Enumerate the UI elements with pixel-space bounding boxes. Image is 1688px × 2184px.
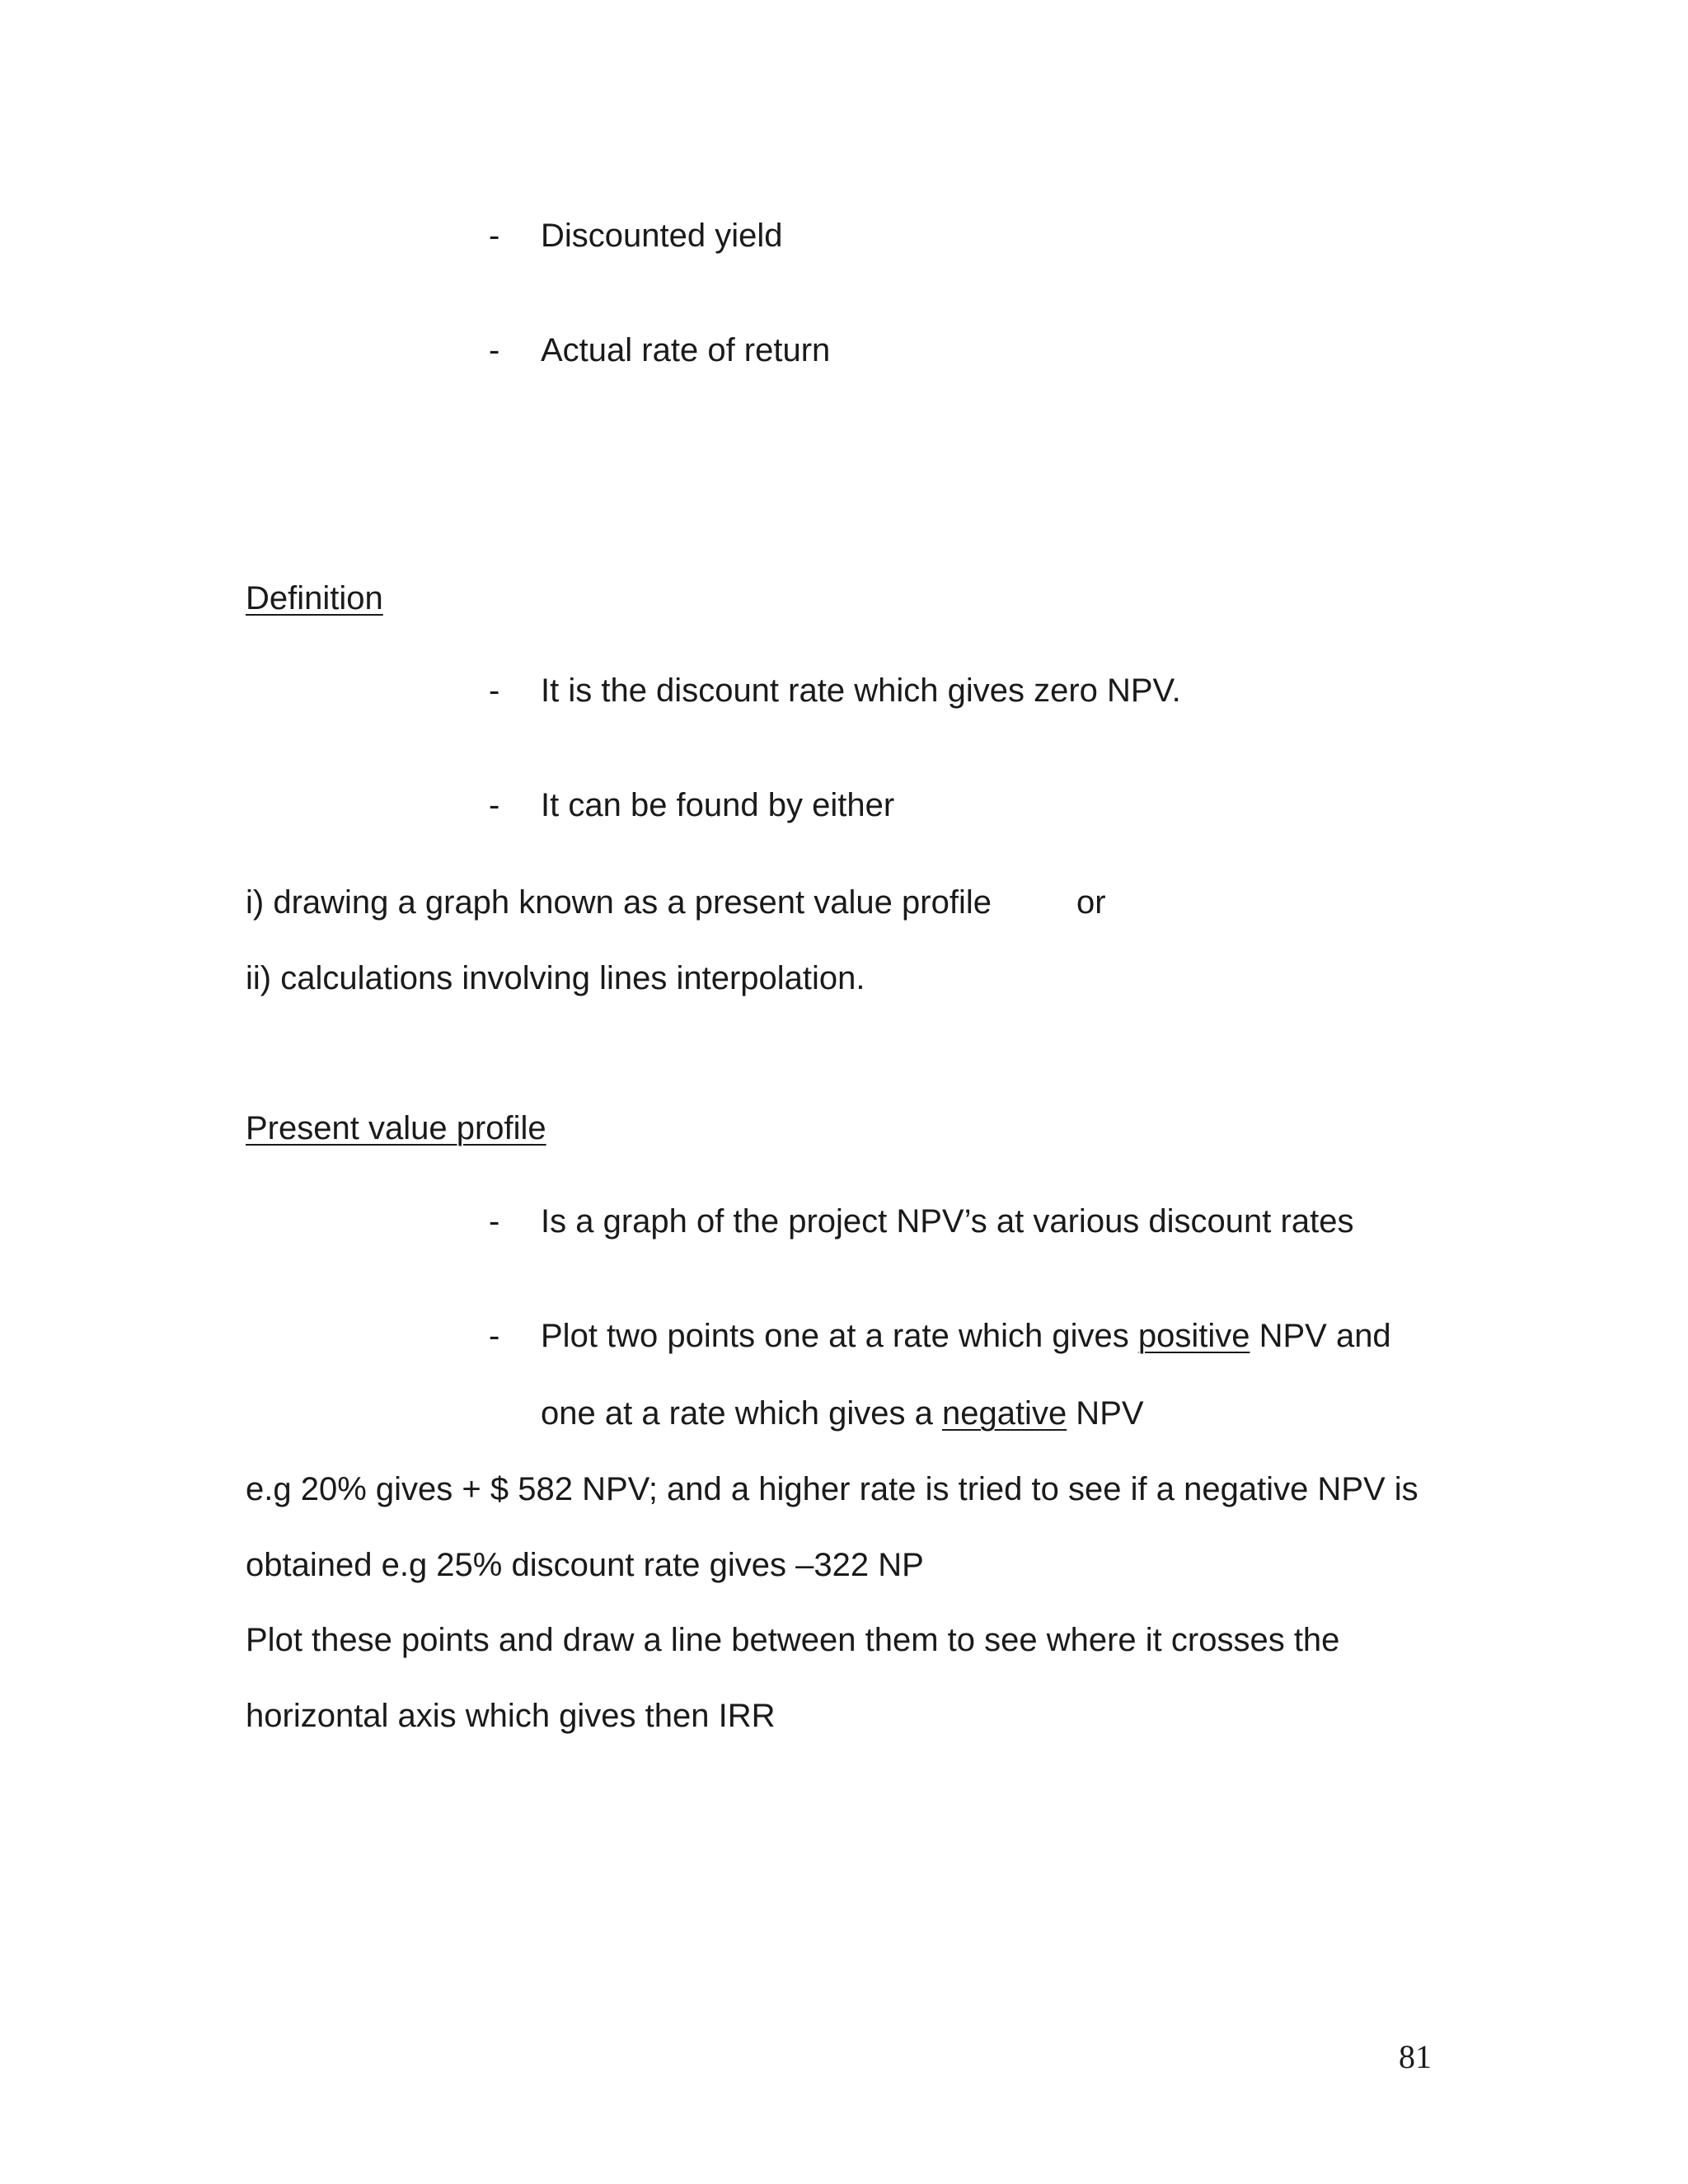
bullet-zero-npv: It is the discount rate which gives zero NPV.: [541, 673, 1181, 709]
page-number: 81: [1399, 2038, 1432, 2075]
profile-heading: Present value profile: [246, 1110, 546, 1146]
option-i-text: i) drawing a graph known as a present value profile: [246, 884, 992, 921]
text-segment: NPV and: [1250, 1318, 1391, 1354]
positive-emphasis: positive: [1137, 1318, 1250, 1354]
text-segment: Plot two points one at a rate which gives: [541, 1318, 1138, 1354]
bullet-discounted-yield: Discounted yield: [541, 218, 783, 254]
bullet-plot-two-points-continued: [541, 1397, 1144, 1430]
option-or-text: or: [1076, 884, 1106, 921]
option-ii-text: ii) calculations involving lines interpolation.: [246, 960, 865, 996]
bullet-graph-of-npv: Is a graph of the project NPV’s at various discount rates: [541, 1203, 1354, 1240]
bullet-plot-two-points: [541, 1319, 1391, 1352]
bullet-dash: -: [489, 332, 500, 368]
bullet-dash: -: [489, 218, 500, 254]
paragraph-line: e.g 20% gives + $ 582 NPV; and a higher rate is tried to see if a negative NPV is: [246, 1471, 1418, 1507]
text-segment: one at a rate which gives a: [541, 1395, 942, 1432]
definition-heading: Definition: [246, 580, 383, 616]
bullet-dash: -: [489, 1318, 500, 1354]
negative-emphasis: negative: [941, 1395, 1067, 1432]
bullet-actual-rate-of-return: Actual rate of return: [541, 332, 831, 368]
bullet-dash: -: [489, 1203, 500, 1240]
paragraph-line: Plot these points and draw a line between them to see where it crosses the: [246, 1622, 1340, 1658]
bullet-found-by-either: It can be found by either: [541, 787, 895, 823]
bullet-dash: -: [489, 673, 500, 709]
paragraph-line: obtained e.g 25% discount rate gives –322 NP: [246, 1547, 924, 1583]
bullet-dash: -: [489, 787, 500, 823]
text-segment: NPV: [1067, 1395, 1144, 1432]
paragraph-line: horizontal axis which gives then IRR: [246, 1698, 776, 1734]
